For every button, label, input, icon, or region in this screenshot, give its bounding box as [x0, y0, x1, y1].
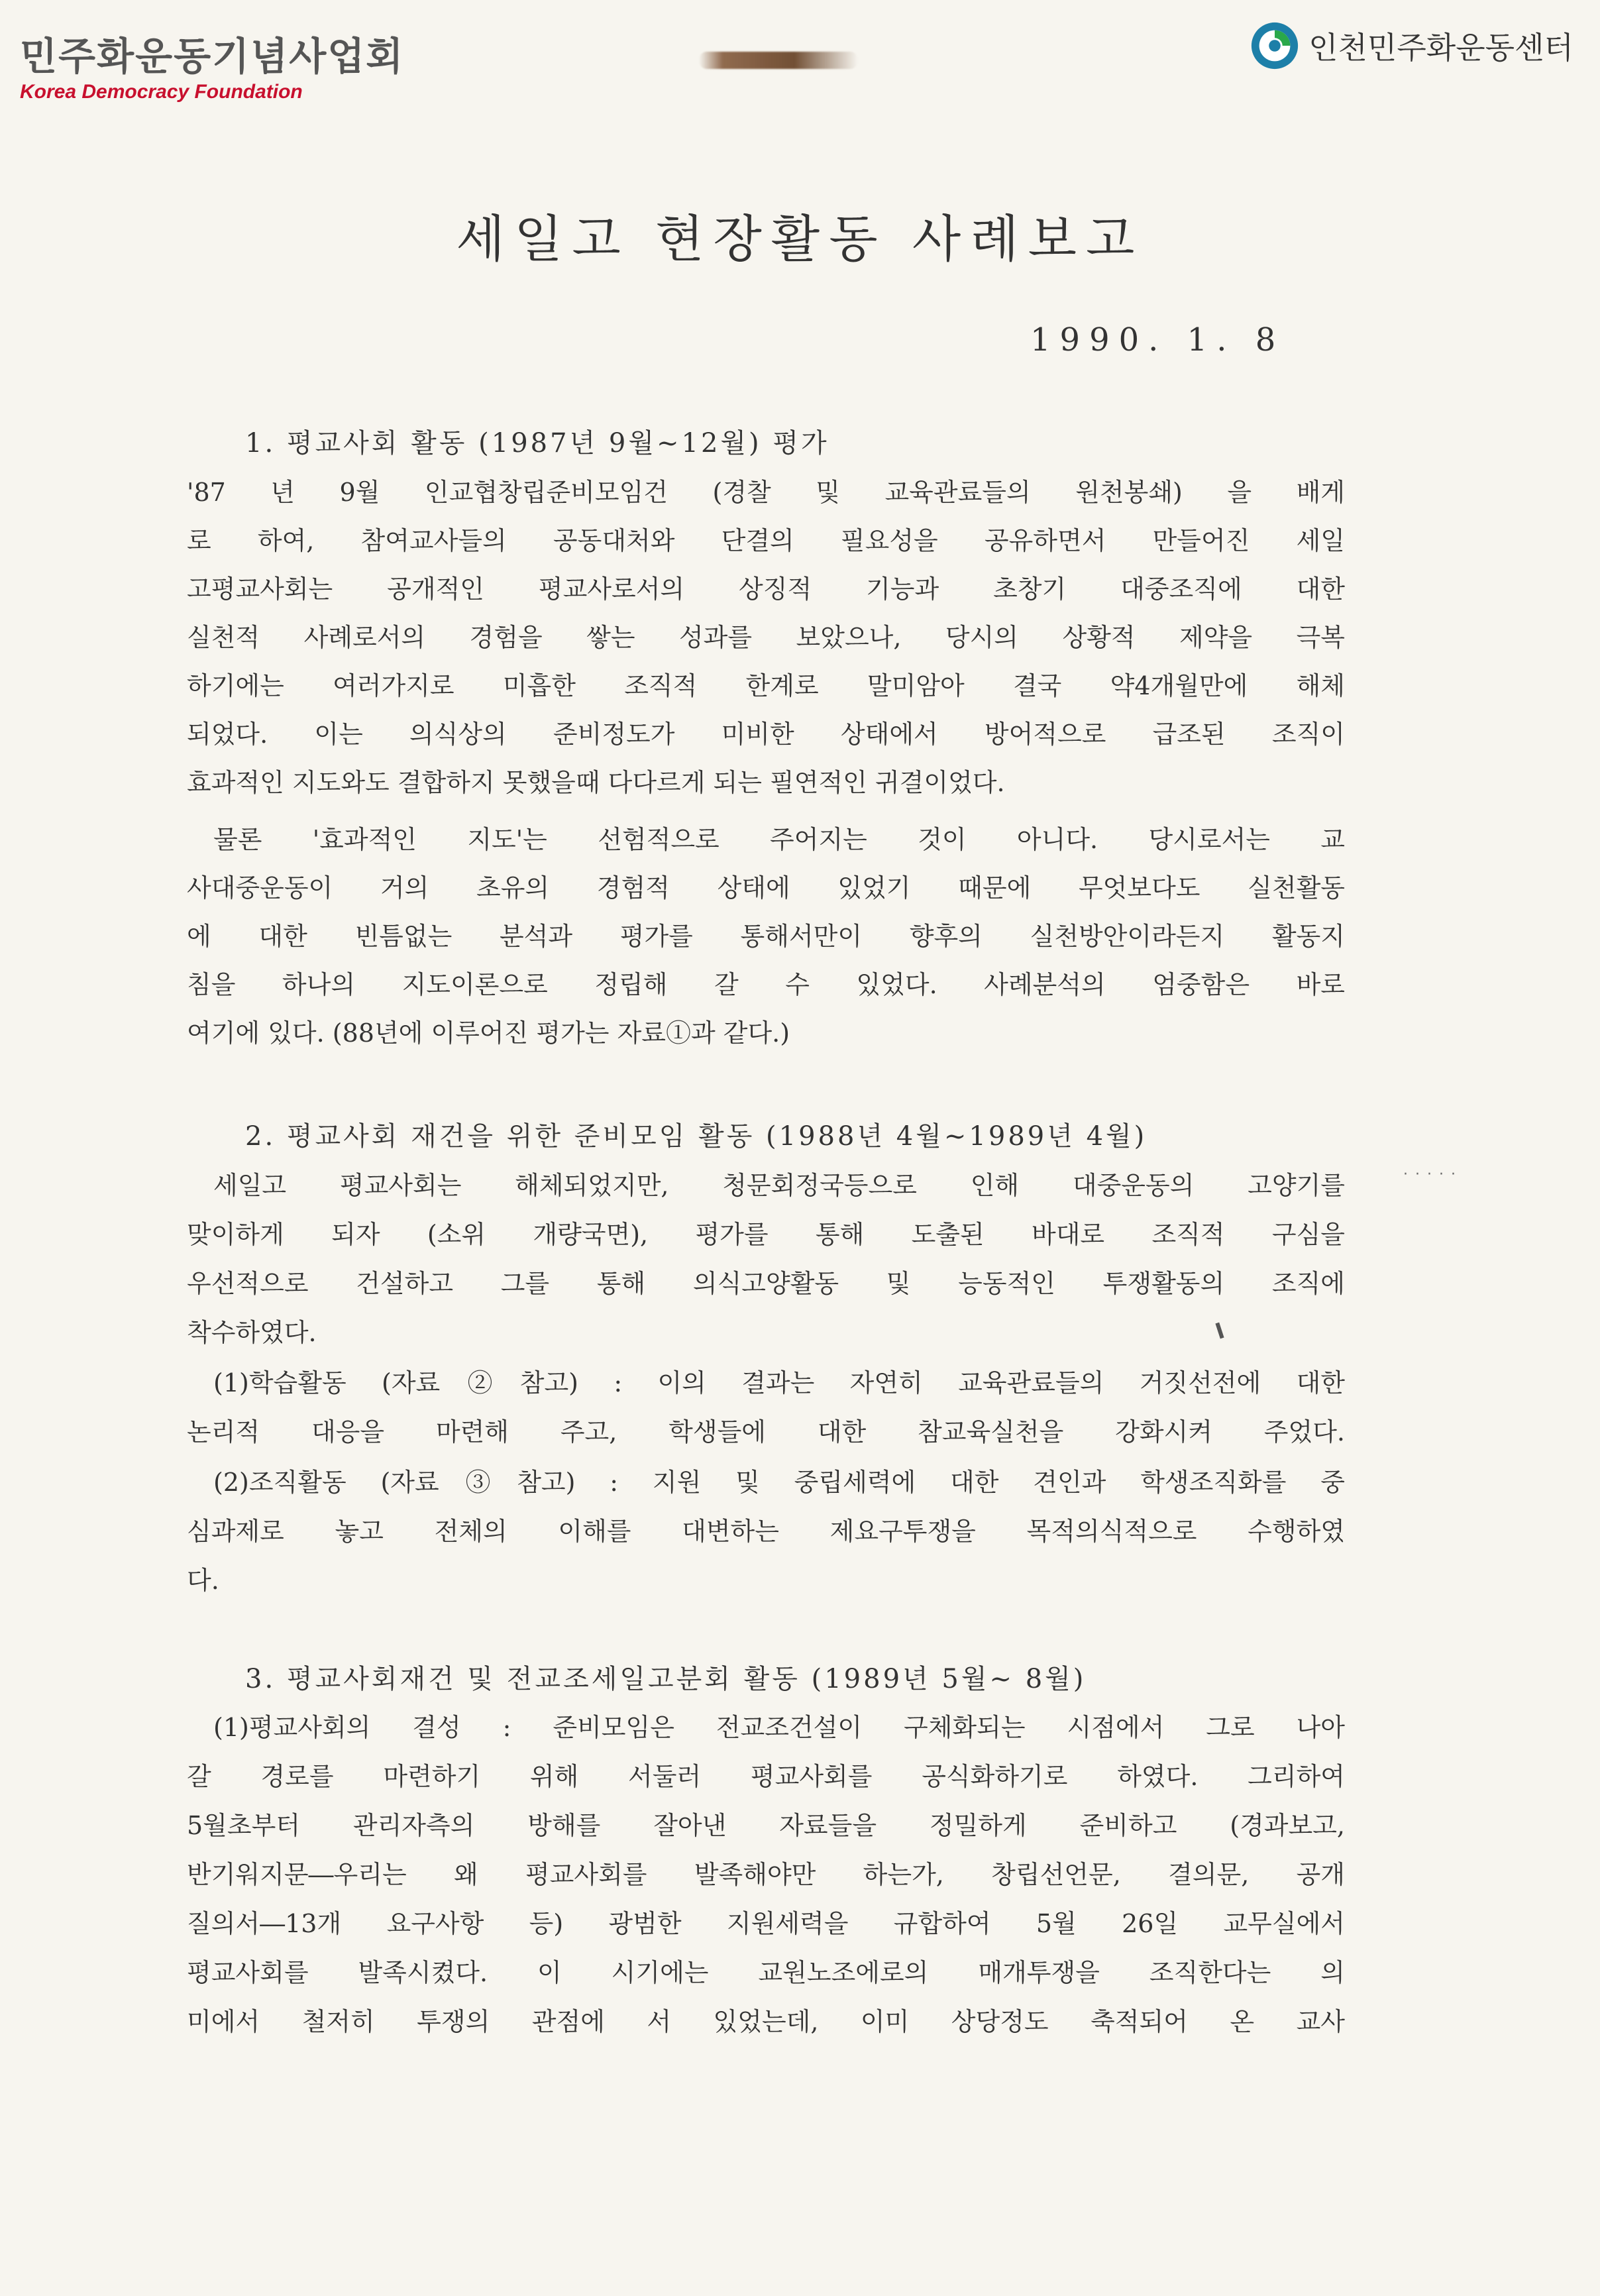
section-1-line: '87 년 9월 인교협창립준비모임건 (경찰 및 교육관료들의 원천봉쇄) 을 배게: [187, 478, 1345, 507]
kdf-logo: [20, 25, 405, 103]
section-2-line: 착수하였다.: [187, 1318, 317, 1347]
icdc-name: 인천민주화운동센터: [1308, 30, 1573, 66]
section-1-line: 하기에는 여러가지로 미흡한 조직적 한계로 말미암아 결국 약4개월만에 해체: [187, 671, 1345, 700]
section-2-line: 우선적으로 건설하고 그를 통해 의식고양활동 및 능동적인 투쟁활동의 조직에: [187, 1269, 1345, 1298]
section-3-line: 미에서 철저히 투쟁의 관점에 서 있었는데, 이미 상당정도 축적되어 온 교사: [187, 2007, 1345, 2036]
section-2-line: 세일고 평교사회는 해체되었지만, 청문회정국등으로 인해 대중운동의 고양기를: [213, 1171, 1345, 1200]
section-1-line: 여기에 있다. (88년에 이루어진 평가는 자료①과 같다.): [187, 1018, 790, 1048]
section-1-line: 되었다. 이는 의식상의 준비정도가 미비한 상태에서 방어적으로 급조된 조직이: [187, 720, 1345, 749]
section-1-line: 로 하여, 참여교사들의 공동대처와 단결의 필요성을 공유하면서 만들어진 세일: [187, 526, 1345, 555]
section-3-line: (1)평교사회의 결성 : 준비모임은 전교조건설이 구체화되는 시점에서 그로 나아: [213, 1713, 1345, 1742]
icdc-logo: [1249, 20, 1573, 72]
kdf-name-ko: 민주화운동기념사업회: [20, 34, 405, 79]
section-3-line: 5월초부터 관리자측의 방해를 잘아낸 자료들을 정밀하게 준비하고 (경과보고,: [187, 1811, 1345, 1840]
document-title: 세일고 현장활동 사례보고: [456, 209, 1144, 268]
section-heading-2: 2. 평교사회 재건을 위한 준비모임 활동 (1988년 4월~1989년 4월): [245, 1121, 1147, 1152]
section-1-line: 효과적인 지도와도 결합하지 못했을때 다다르게 되는 필연적인 귀결이었다.: [187, 768, 1005, 797]
kdf-name-en: Korea Democracy Foundation: [20, 81, 303, 103]
section-1-line: 고평교사회는 공개적인 평교사로서의 상징적 기능과 초창기 대중조직에 대한: [187, 574, 1345, 604]
section-3-line: 갈 경로를 마련하기 위해 서둘러 평교사회를 공식화하기로 하였다. 그리하여: [187, 1762, 1345, 1791]
section-1-line: 실천적 사례로서의 경험을 쌓는 성과를 보았으나, 당시의 상황적 제약을 극복: [187, 623, 1345, 652]
scan-dots: · · · · ·: [1403, 1166, 1457, 1183]
section-2-line: (1)학습활동 (자료②참고) : 이의 결과는 자연히 교육관료들의 거짓선전에 대한: [213, 1368, 1345, 1397]
section-1-line: 물론 '효과적인 지도'는 선험적으로 주어지는 것이 아니다. 당시로서는 교: [213, 825, 1345, 854]
icdc-emblem-icon: [1249, 20, 1301, 72]
section-2-line: 맞이하게 되자 (소위 개량국면), 평가를 통해 도출된 바대로 조직적 구심을: [187, 1220, 1345, 1249]
section-2-line: 논리적 대응을 마련해 주고, 학생들에 대한 참교육실천을 강화시켜 주었다.: [187, 1417, 1345, 1447]
section-2-line: 다.: [187, 1566, 219, 1595]
section-heading-1: 1. 평교사회 활동 (1987년 9월~12월) 평가: [245, 428, 829, 459]
section-2-line: 심과제로 놓고 전체의 이해를 대변하는 제요구투쟁을 목적의식적으로 수행하였: [187, 1517, 1345, 1546]
section-1-line: 에 대한 빈틈없는 분석과 평가를 통해서만이 향후의 실천방안이라든지 활동지: [187, 922, 1345, 951]
section-2-line: (2)조직활동 (자료③참고) : 지원 및 중립세력에 대한 견인과 학생조직화를 중: [213, 1468, 1345, 1497]
section-1-line: 사대중운동이 거의 초유의 경험적 상태에 있었기 때문에 무엇보다도 실천활동: [187, 873, 1345, 902]
stain-mark: [699, 52, 858, 69]
section-1-line: 침을 하나의 지도이론으로 정립해 갈 수 있었다. 사례분석의 엄중함은 바로: [187, 970, 1345, 999]
section-3-line: 평교사회를 발족시켰다. 이 시기에는 교원노조에로의 매개투쟁을 조직한다는 의: [187, 1958, 1345, 1987]
section-heading-3: 3. 평교사회재건 및 전교조세일고분회 활동 (1989년 5월~ 8월): [245, 1664, 1087, 1694]
section-3-line: 반기워지문―우리는 왜 평교사회를 발족해야만 하는가, 창립선언문, 결의문, 공개: [187, 1860, 1345, 1889]
section-3-line: 질의서―13개 요구사항 등) 광범한 지원세력을 규합하여 5월 26일 교무실에서: [187, 1909, 1345, 1938]
document-date: 1990. 1. 8: [1030, 321, 1285, 358]
